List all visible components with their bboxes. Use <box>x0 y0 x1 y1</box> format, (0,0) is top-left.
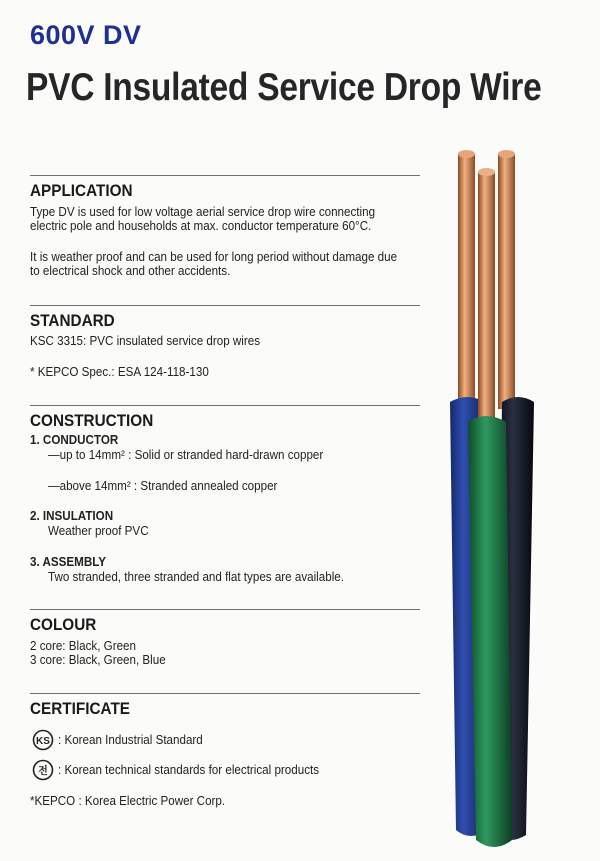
ks-label: : Korean Industrial Standard <box>58 733 203 747</box>
colour-heading: COLOUR <box>30 615 97 634</box>
application-text: electric pole and households at max. conductor temperature 60°C. <box>30 219 372 233</box>
cable-illustration <box>430 140 600 861</box>
application-text: It is weather proof and can be used for long period without damage due <box>30 250 398 264</box>
kr-mark-text: 전 <box>38 766 48 777</box>
page-title: PVC Insulated Service Drop Wire <box>26 66 542 109</box>
ks-mark-icon <box>32 729 54 751</box>
standard-text: KSC 3315: PVC insulated service drop wires <box>30 334 261 348</box>
application-text: Type DV is used for low voltage aerial service drop wire connecting <box>30 205 376 219</box>
section-divider <box>30 175 420 176</box>
construction-item-text: Two stranded, three stranded and flat types are available. <box>48 570 344 584</box>
certificate-heading: CERTIFICATE <box>30 699 131 718</box>
kr-label: : Korean technical standards for electrical products <box>58 763 320 777</box>
construction-item-text: Weather proof PVC <box>48 524 149 538</box>
construction-item-title: 2. INSULATION <box>30 509 114 523</box>
section-divider <box>30 609 420 610</box>
section-divider <box>30 693 420 694</box>
construction-item-title: 1. CONDUCTOR <box>30 433 119 447</box>
colour-text: 3 core: Black, Green, Blue <box>30 653 166 667</box>
application-text: to electrical shock and other accidents. <box>30 264 231 278</box>
copper-conductor-middle <box>478 168 495 422</box>
construction-item-text: —above 14mm² : Stranded annealed copper <box>48 479 278 493</box>
section-divider <box>30 405 420 406</box>
construction-item-title: 3. ASSEMBLY <box>30 555 107 569</box>
page-subtitle: 600V DV <box>30 20 142 50</box>
construction-heading: CONSTRUCTION <box>30 411 154 430</box>
ks-mark-text: KS <box>36 736 50 747</box>
copper-conductor-right <box>498 150 515 409</box>
construction-item-text: —up to 14mm² : Solid or stranded hard-drawn copper <box>48 448 324 462</box>
application-heading: APPLICATION <box>30 181 133 200</box>
kr-safety-mark-icon <box>32 759 54 781</box>
standard-text: * KEPCO Spec.: ESA 124-118-130 <box>30 365 209 379</box>
copper-conductor-left <box>458 150 475 409</box>
standard-heading: STANDARD <box>30 311 115 330</box>
colour-text: 2 core: Black, Green <box>30 639 136 653</box>
kepco-footnote: *KEPCO : Korea Electric Power Corp. <box>30 794 226 808</box>
section-divider <box>30 305 420 306</box>
